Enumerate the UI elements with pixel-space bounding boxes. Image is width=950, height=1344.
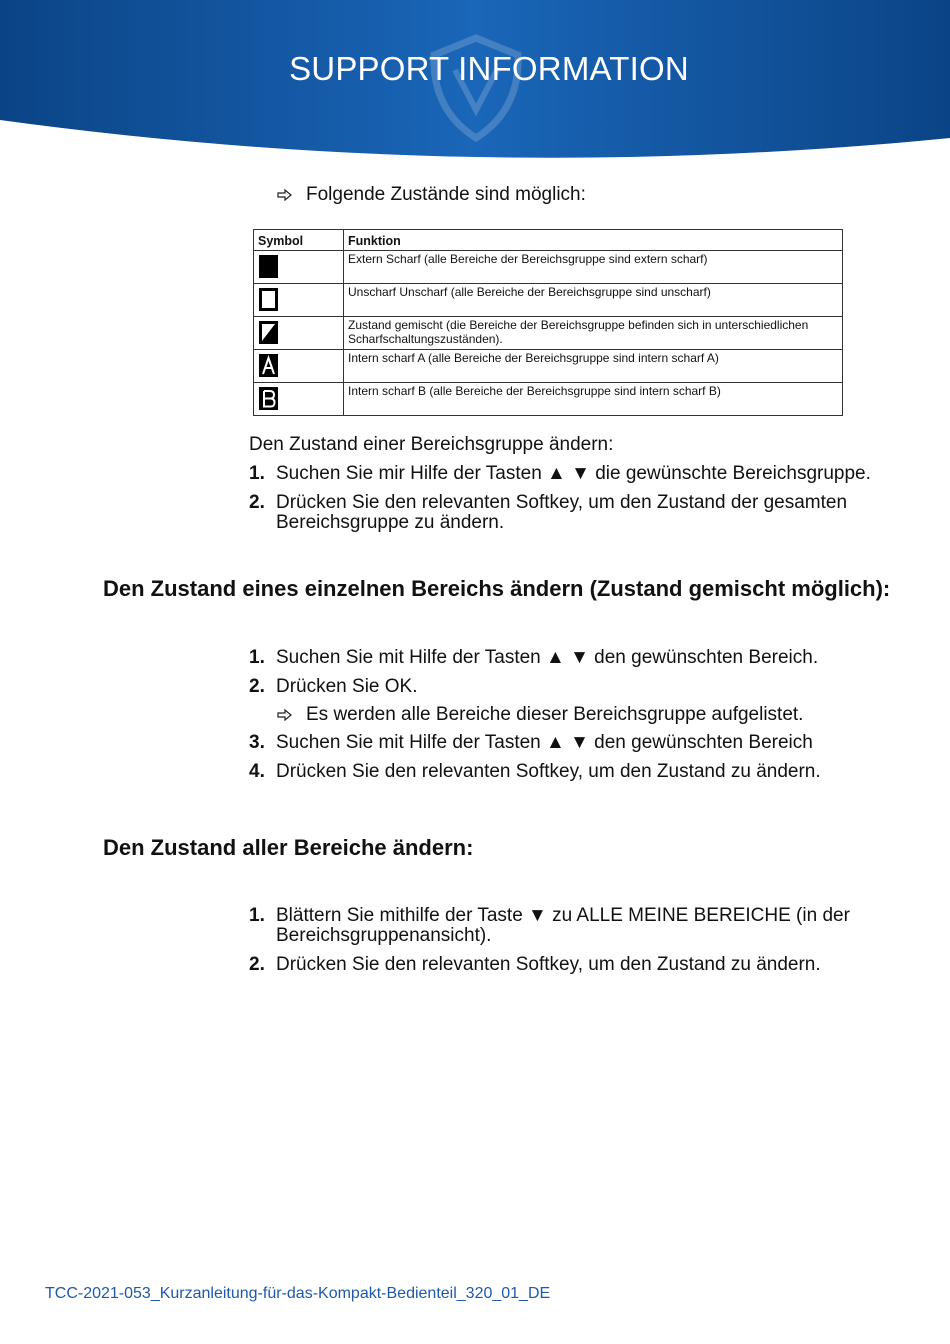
step-text: Drücken Sie OK. bbox=[276, 676, 418, 697]
row-text: Extern Scharf (alle Bereiche der Bereichsgruppe sind extern scharf) bbox=[344, 251, 843, 284]
header-symbol: Symbol bbox=[254, 230, 344, 251]
row-text: Zustand gemischt (die Bereiche der Bereichsgruppe befinden sich in unterschiedlichen Scharfschaltungszuständen). bbox=[344, 317, 843, 350]
half-square-icon bbox=[258, 320, 279, 345]
step-text: Blättern Sie mithilfe der Taste ▼ zu ALLE MEINE BEREICHE (in der Bereichsgruppenansicht). bbox=[276, 905, 850, 946]
row-text: Intern scharf A (alle Bereiche der Bereichsgruppe sind intern scharf A) bbox=[344, 350, 843, 383]
table-row bbox=[254, 284, 843, 317]
footer-doc-id: TCC-2021-053_Kurzanleitung-für-das-Kompakt-Bedienteil_320_01_DE bbox=[45, 1285, 551, 1302]
step-number: 1. bbox=[249, 647, 265, 668]
page-title: SUPPORT INFORMATION bbox=[289, 50, 689, 87]
step-number: 1. bbox=[249, 905, 265, 926]
list-item bbox=[249, 733, 909, 753]
row-text: Intern scharf B (alle Bereiche der Bereichsgruppe sind intern scharf B) bbox=[344, 383, 843, 416]
step-text: Suchen Sie mit Hilfe der Tasten ▲ ▼ den gewünschten Bereich bbox=[276, 732, 813, 753]
step-text: Drücken Sie den relevanten Softkey, um den Zustand zu ändern. bbox=[276, 954, 821, 975]
step-text: Drücken Sie den relevanten Softkey, um den Zustand zu ändern. bbox=[276, 761, 821, 782]
row-text: Unscharf Unscharf (alle Bereiche der Bereichsgruppe sind unscharf) bbox=[344, 284, 843, 317]
step-number: 4. bbox=[249, 761, 265, 782]
list-item bbox=[249, 493, 869, 533]
result-arrow-icon bbox=[277, 189, 293, 201]
section-heading-single: Den Zustand eines einzelnen Bereichs ändern (Zustand gemischt möglich): bbox=[103, 576, 891, 601]
table-row bbox=[254, 350, 843, 383]
result-line bbox=[277, 704, 803, 726]
intro-line bbox=[277, 184, 586, 206]
step-number: 2. bbox=[249, 492, 265, 513]
section-heading-all: Den Zustand aller Bereiche ändern: bbox=[103, 835, 474, 860]
filled-square-icon bbox=[258, 254, 279, 279]
step-text: Suchen Sie mir Hilfe der Tasten ▲ ▼ die gewünschte Bereichsgruppe. bbox=[276, 463, 871, 484]
header-function: Funktion bbox=[344, 230, 843, 251]
list-item bbox=[249, 677, 909, 697]
b-square-icon bbox=[258, 386, 279, 411]
intro-text: Folgende Zustände sind möglich: bbox=[306, 184, 586, 205]
table-row bbox=[254, 317, 843, 350]
step-number: 3. bbox=[249, 732, 265, 753]
step-text: Drücken Sie den relevanten Softkey, um den Zustand der gesamten Bereichsgruppe zu ändern. bbox=[276, 492, 848, 533]
step-number: 2. bbox=[249, 676, 265, 697]
list-item bbox=[249, 906, 889, 946]
step-number: 2. bbox=[249, 954, 265, 975]
result-arrow-icon bbox=[277, 709, 293, 721]
step-text: Suchen Sie mit Hilfe der Tasten ▲ ▼ den gewünschten Bereich. bbox=[276, 647, 819, 668]
empty-square-icon bbox=[258, 287, 279, 312]
step-number: 1. bbox=[249, 463, 265, 484]
list-item bbox=[249, 762, 909, 782]
a-square-icon bbox=[258, 353, 279, 378]
table-row bbox=[254, 251, 843, 284]
list-item bbox=[249, 464, 909, 484]
table-row bbox=[254, 383, 843, 416]
header-banner bbox=[0, 0, 950, 170]
list-item bbox=[249, 955, 909, 975]
states-table bbox=[253, 229, 843, 416]
group-change-title: Den Zustand einer Bereichsgruppe ändern: bbox=[249, 434, 614, 455]
result-text: Es werden alle Bereiche dieser Bereichsgruppe aufgelistet. bbox=[306, 704, 804, 725]
list-item bbox=[249, 648, 909, 668]
table-header-row bbox=[254, 230, 843, 251]
